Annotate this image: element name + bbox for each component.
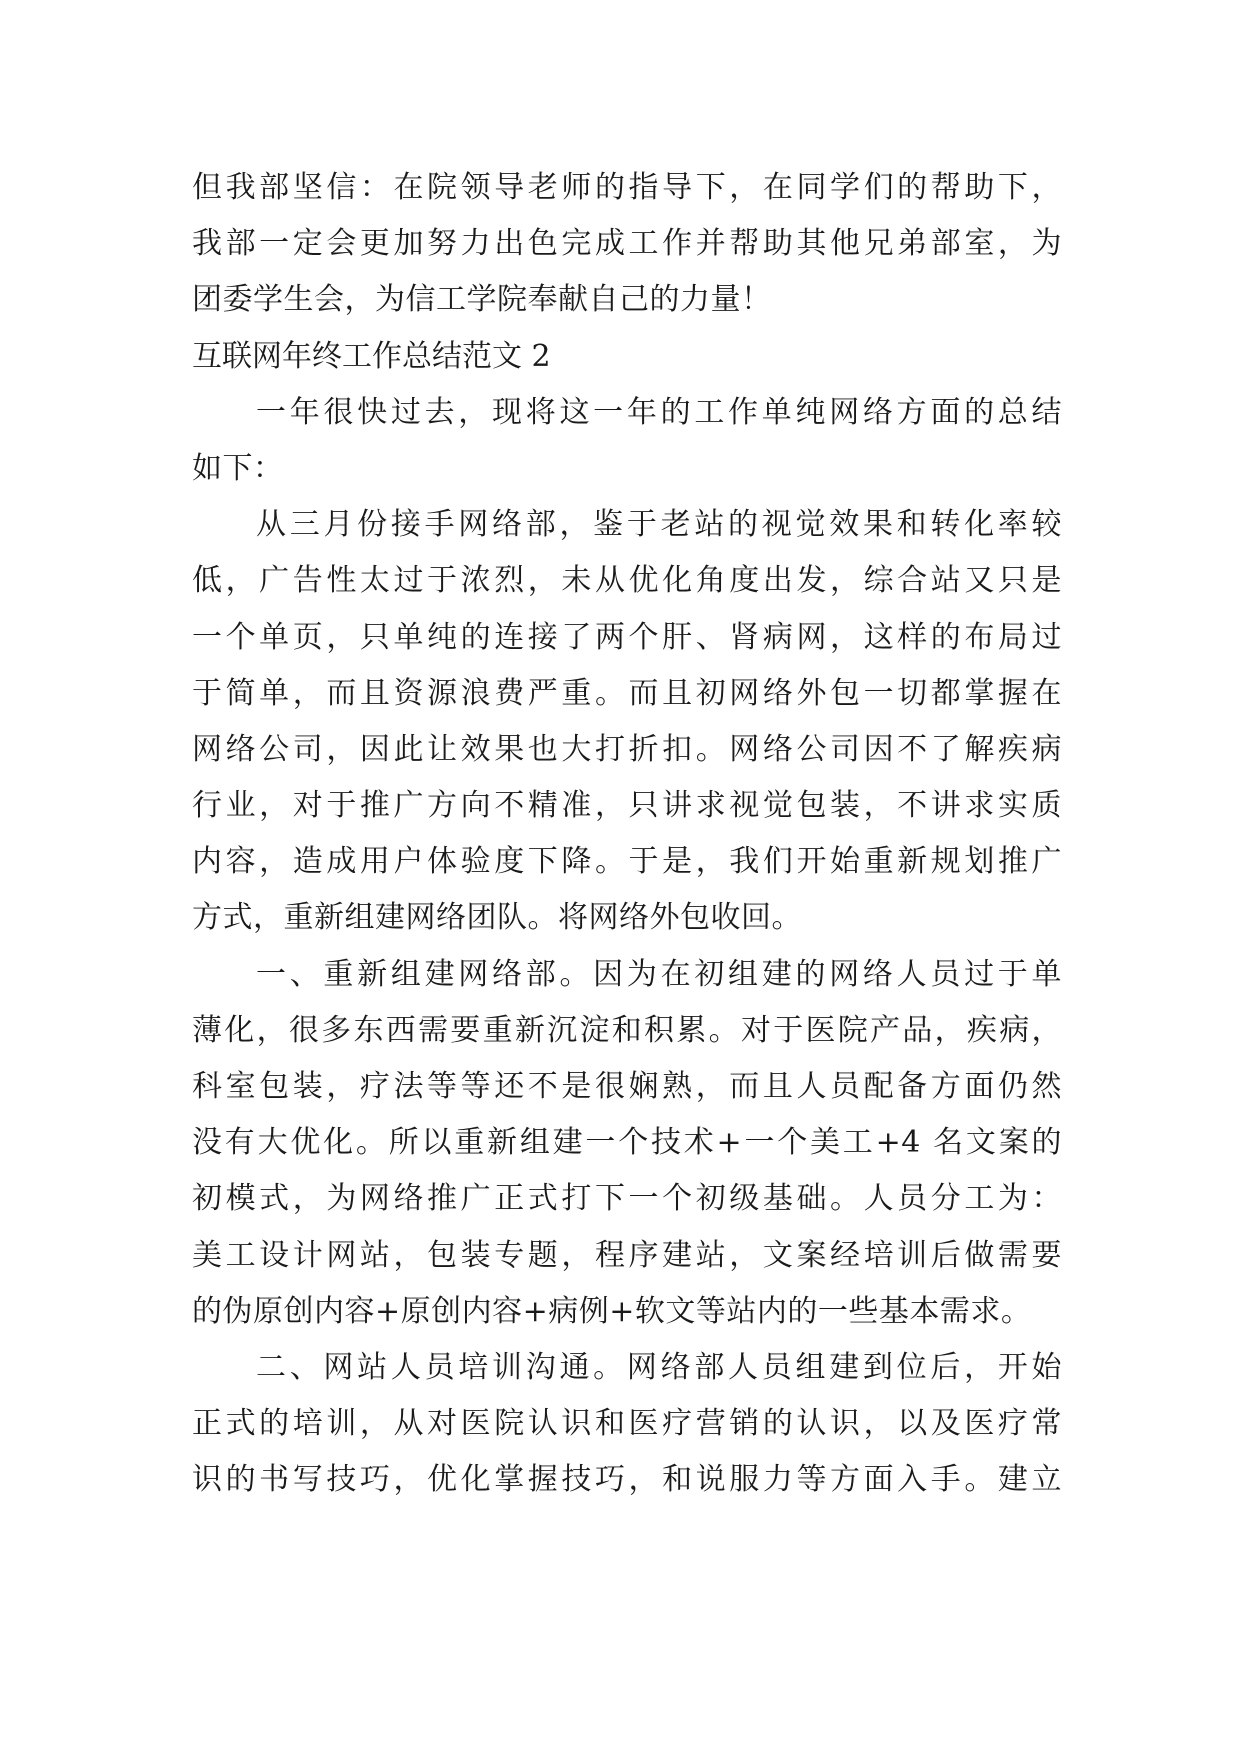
section-heading: 互联网年终工作总结范文 2 xyxy=(192,338,551,374)
paragraph-line: 我部一定会更加努力出色完成工作并帮助其他兄弟部室，为 xyxy=(192,226,1062,262)
paragraph-line: 从三月份接手网络部，鉴于老站的视觉效果和转化率较 xyxy=(256,507,1062,543)
paragraph-line: 美工设计网站，包装专题，程序建站，文案经培训后做需要 xyxy=(192,1237,1062,1273)
paragraph-line: 识的书写技巧，优化掌握技巧，和说服力等方面入手。建立 xyxy=(192,1462,1062,1498)
paragraph-line: 行业，对于推广方向不精准，只讲求视觉包装，不讲求实质 xyxy=(192,788,1062,824)
paragraph-line: 二、网站人员培训沟通。网络部人员组建到位后，开始 xyxy=(256,1349,1062,1385)
paragraph-line: 团委学生会，为信工学院奉献自己的力量！ xyxy=(192,282,772,318)
paragraph-line: 薄化，很多东西需要重新沉淀和积累。对于医院产品，疾病， xyxy=(192,1012,1062,1048)
paragraph-line: 初模式，为网络推广正式打下一个初级基础。人员分工为： xyxy=(192,1181,1062,1217)
paragraph-line: 一年很快过去，现将这一年的工作单纯网络方面的总结 xyxy=(256,394,1062,430)
paragraph-line: 低，广告性太过于浓烈，未从优化角度出发，综合站又只是 xyxy=(192,563,1062,599)
paragraph-line: 正式的培训，从对医院认识和医疗营销的认识，以及医疗常 xyxy=(192,1406,1062,1442)
paragraph-line: 但我部坚信：在院领导老师的指导下，在同学们的帮助下， xyxy=(192,170,1062,205)
paragraph-line: 方式，重新组建网络团队。将网络外包收回。 xyxy=(192,900,802,936)
paragraph-line: 内容，造成用户体验度下降。于是，我们开始重新规划推广 xyxy=(192,844,1062,880)
paragraph-line: 的伪原创内容+原创内容+病例+软文等站内的一些基本需求。 xyxy=(192,1293,1032,1329)
paragraph-line: 一、重新组建网络部。因为在初组建的网络人员过于单 xyxy=(256,956,1062,992)
document-body xyxy=(192,160,1062,1509)
paragraph-line: 于简单，而且资源浪费严重。而且初网络外包一切都掌握在 xyxy=(192,675,1062,711)
paragraph-line: 网络公司，因此让效果也大打折扣。网络公司因不了解疾病 xyxy=(192,731,1062,767)
paragraph-line: 没有大优化。所以重新组建一个技术+一个美工+4 名文案的 xyxy=(192,1125,1062,1161)
paragraph-line: 一个单页，只单纯的连接了两个肝、肾病网，这样的布局过 xyxy=(192,619,1062,655)
paragraph-line: 科室包装，疗法等等还不是很娴熟，而且人员配备方面仍然 xyxy=(192,1069,1062,1104)
paragraph-line: 如下： xyxy=(192,450,284,486)
